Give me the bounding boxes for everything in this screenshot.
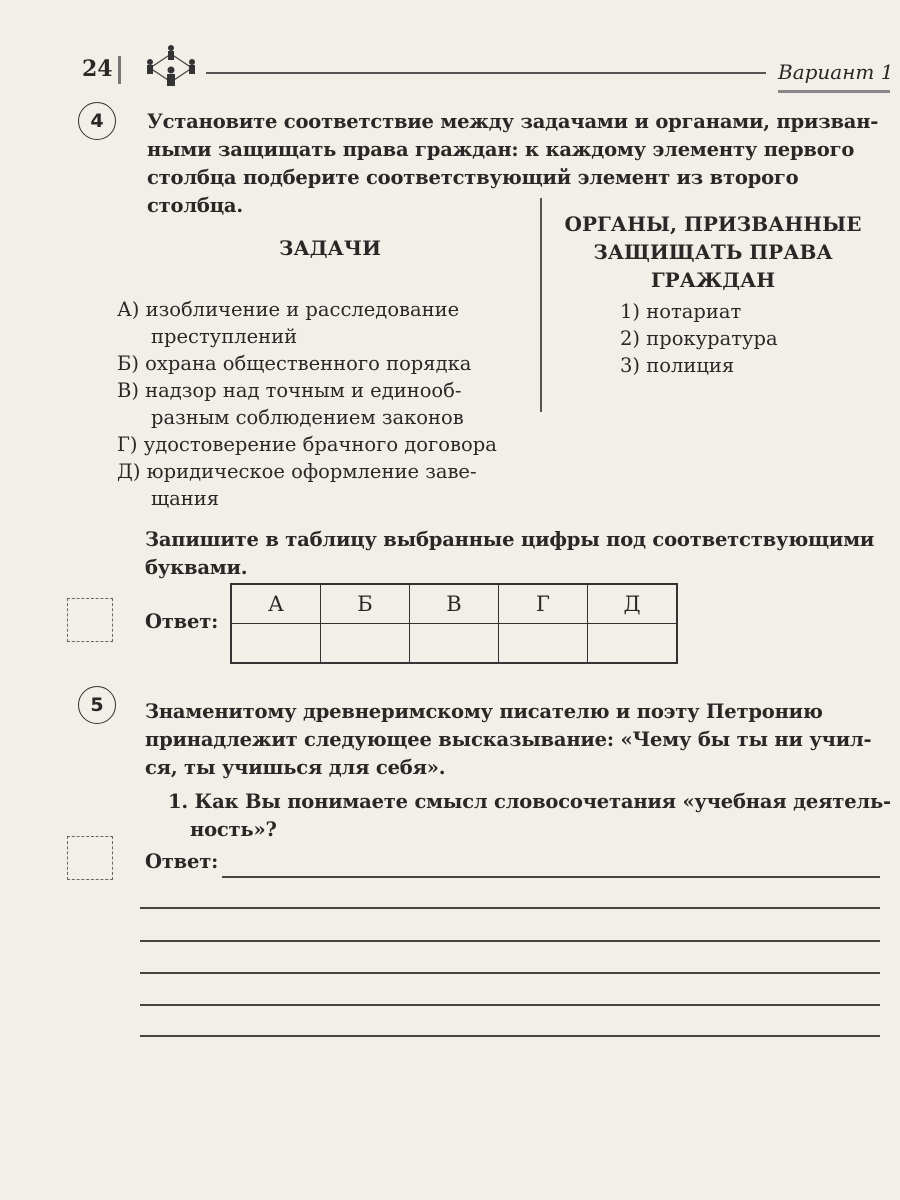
question-line: ными защищать права граждан: к каждому элементу первого [147,138,855,161]
list-item: Д) юридическое оформление заве- щания [117,460,477,510]
page-number: 24 [82,56,113,82]
list-item: 1) нотариат [620,300,742,323]
answer-cell[interactable] [231,624,321,664]
answer-line[interactable] [140,972,880,974]
list-item: Г) удостоверение брачного договора [117,433,497,456]
list-item: 3) полиция [620,354,735,377]
task4-question [147,108,892,220]
right-column-heading: ОРГАНЫ, ПРИЗВАННЫЕ ЗАЩИЩАТЬ ПРАВА ГРАЖДАН [564,212,862,292]
variant-label: Вариант 1 [778,60,894,84]
table-header: Д [588,584,678,624]
answer-cell[interactable] [410,624,499,664]
table-header: В [410,584,499,624]
answer-line[interactable] [140,907,880,909]
variant-underline [778,90,890,93]
answer-line[interactable] [140,1035,880,1037]
organs-list [620,298,778,379]
score-box [67,836,113,880]
list-item: 2) прокуратура [620,327,778,350]
list-item: А) изобличение и расследование преступлений [117,298,460,348]
answer-label: Ответ: [145,610,219,633]
answer-line[interactable] [140,1004,880,1006]
left-column-heading: ЗАДАЧИ [279,236,381,260]
answer-table [230,583,678,664]
score-box [67,598,113,642]
table-header: А [231,584,321,624]
question-line: Установите соответствие между задачами и органами, призван- [147,110,879,133]
answer-label: Ответ: [145,850,219,873]
task-number-4: 4 [78,102,116,140]
answer-cell[interactable] [321,624,410,664]
answer-line[interactable] [140,940,880,942]
header-rule [206,72,766,74]
table-header: Г [499,584,588,624]
question-line: столбца подберите соответствующий элемент из второго столбца. [147,166,799,217]
task-number-5: 5 [78,686,116,724]
people-network-logo [138,44,204,88]
list-item: Б) охрана общественного порядка [117,352,472,375]
task5-text: Знаменитому древнеримскому писателю и поэту Петронию принадлежит следующее высказывание: «Чему бы ты ни учил- ся, ты учишься для себя». [145,700,872,779]
task4-instruction: Запишите в таблицу выбранные цифры под соответствующими буквами. [145,528,875,579]
list-item: В) надзор над точным и единооб- разным соблюдением законов [117,379,464,429]
table-header: Б [321,584,410,624]
answer-cell[interactable] [499,624,588,664]
task5-subquestion: 1. Как Вы понимаете смысл словосочетания «учебная деятель- ность»? [168,790,891,841]
header-separator [118,56,121,84]
answer-cell[interactable] [588,624,678,664]
column-divider [540,198,542,412]
tasks-list [117,296,537,512]
answer-line[interactable] [222,876,880,878]
